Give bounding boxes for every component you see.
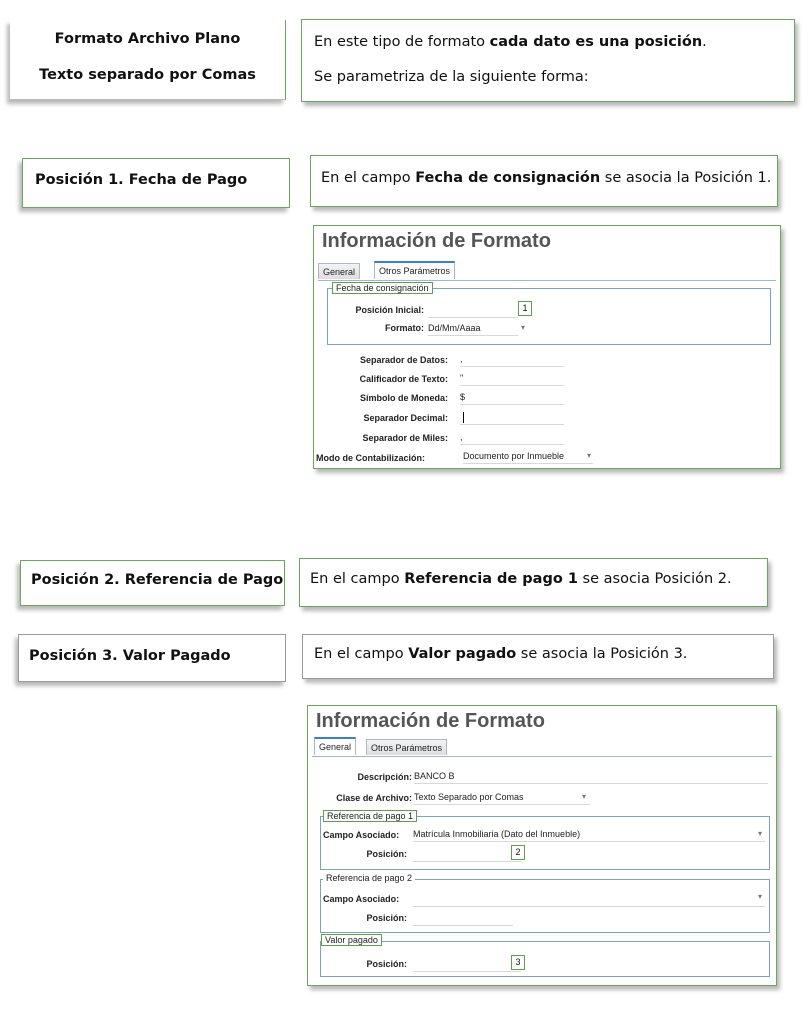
formato-value: Dd/Mm/Aaaa: [428, 323, 481, 333]
posicion-input[interactable]: [413, 959, 521, 972]
campo-asociado-label: Campo Asociado:: [323, 830, 400, 840]
chevron-down-icon[interactable]: ▾: [582, 792, 587, 801]
emphasis-text: Fecha de consignación: [415, 170, 601, 186]
clase-archivo-value: Texto Separado por Comas: [414, 792, 524, 802]
chevron-down-icon[interactable]: ▾: [587, 451, 592, 460]
chevron-down-icon[interactable]: ▾: [758, 892, 763, 901]
campo-asociado-select[interactable]: [413, 894, 765, 907]
campo-asociado-label: Campo Asociado:: [323, 894, 400, 904]
text-run: se asocia Posición 2.: [577, 571, 732, 587]
posicion-inicial-label: Posición Inicial:: [355, 305, 424, 315]
calificador-texto-input[interactable]: ": [460, 373, 564, 386]
posicion-inicial-value: 1: [518, 301, 532, 316]
tab-general[interactable]: General: [314, 737, 356, 755]
text-run: En este tipo de formato: [314, 34, 490, 50]
posicion-value: 2: [511, 845, 525, 860]
format-description-line2: Se parametriza de la siguiente forma:: [314, 69, 589, 85]
descripcion-label: Descripción:: [357, 772, 412, 782]
position2-label: Posición 2. Referencia de Pago: [31, 572, 284, 588]
text-run: En el campo: [314, 646, 409, 662]
panel-title: Información de Formato: [316, 710, 545, 732]
tab-bar: [312, 738, 772, 757]
text-run: se asocia la Posición 1.: [600, 170, 772, 186]
group-legend: Fecha de consignación: [332, 282, 433, 294]
text-cursor: [463, 412, 464, 423]
formato-label: Formato:: [385, 323, 424, 333]
format-description-box: [301, 19, 795, 102]
posicion-input[interactable]: [413, 849, 521, 862]
chevron-down-icon[interactable]: ▾: [758, 829, 763, 838]
emphasis-text: Referencia de pago 1: [404, 571, 578, 587]
format-title: Formato Archivo Plano: [54, 31, 241, 47]
clase-archivo-select[interactable]: [414, 792, 590, 805]
position3-label-box: [18, 634, 286, 682]
emphasis-text: cada dato es una posición: [489, 34, 703, 50]
group-legend: Referencia de pago 1: [323, 810, 417, 822]
tab-general[interactable]: General: [318, 263, 360, 279]
fecha-consignacion-group: [327, 283, 771, 345]
position3-label: Posición 3. Valor Pagado: [29, 648, 231, 664]
posicion-label: Posición:: [366, 849, 407, 859]
formato-select[interactable]: [428, 323, 518, 336]
chevron-down-icon[interactable]: ▾: [521, 323, 526, 332]
calificador-texto-label: Calificador de Texto:: [359, 374, 448, 384]
separador-miles-label: Separador de Miles:: [362, 433, 448, 443]
posicion-value: 3: [511, 955, 525, 970]
group-legend: Valor pagado: [321, 934, 382, 946]
referencia-pago-1-group: [320, 811, 770, 870]
modo-contabilizacion-label: Modo de Contabilización:: [316, 453, 425, 463]
modo-contabilizacion-select[interactable]: [463, 451, 593, 464]
panel-title: Información de Formato: [322, 230, 551, 252]
position1-label-box: [22, 158, 290, 208]
position2-label-box: [20, 560, 285, 606]
separador-decimal-input[interactable]: [460, 412, 564, 425]
position1-desc-box: [310, 155, 778, 207]
separador-decimal-label: Separador Decimal:: [363, 413, 448, 423]
referencia-pago-2-group: [320, 873, 770, 933]
position1-label: Posición 1. Fecha de Pago: [35, 172, 248, 188]
separador-miles-input[interactable]: ,: [460, 432, 564, 445]
tab-bar: [318, 262, 776, 281]
position3-desc-box: [302, 634, 774, 679]
position2-desc: [310, 571, 732, 587]
valor-pagado-group: [320, 935, 770, 977]
campo-asociado-select[interactable]: [413, 829, 765, 842]
posicion-inicial-input[interactable]: [428, 305, 518, 318]
text-run: En el campo: [321, 170, 416, 186]
format-info-panel-otros: [313, 225, 781, 469]
text-run: En el campo: [310, 571, 405, 587]
position1-desc: [321, 170, 771, 186]
tab-otros-parametros[interactable]: Otros Parámetros: [366, 739, 447, 755]
position3-desc: [314, 646, 687, 662]
text-run: .: [702, 34, 707, 50]
format-subtitle: Texto separado por Comas: [39, 67, 256, 83]
modo-value: Documento por Inmueble: [463, 451, 565, 461]
tab-otros-parametros[interactable]: Otros Parámetros: [374, 261, 455, 279]
posicion-label: Posición:: [366, 959, 407, 969]
group-legend: Referencia de pago 2: [323, 873, 415, 883]
simbolo-moneda-label: Símbolo de Moneda:: [359, 393, 448, 403]
simbolo-moneda-input[interactable]: $: [460, 392, 564, 405]
text-run: se asocia la Posición 3.: [516, 646, 688, 662]
format-title-box: [10, 20, 286, 100]
separador-datos-label: Separador de Datos:: [359, 355, 448, 365]
format-description-line1: [314, 34, 707, 50]
campo-asociado-value: Matrícula Inmobiliaria (Dato del Inmueble): [413, 829, 581, 839]
posicion-input[interactable]: [413, 913, 513, 926]
format-info-panel-general: [307, 705, 777, 986]
clase-archivo-label: Clase de Archivo:: [336, 793, 412, 803]
separador-datos-input[interactable]: ,: [460, 354, 564, 367]
posicion-label: Posición:: [366, 913, 407, 923]
emphasis-text: Valor pagado: [408, 646, 517, 662]
descripcion-input[interactable]: BANCO B: [414, 771, 768, 784]
position2-desc-box: [299, 558, 768, 607]
